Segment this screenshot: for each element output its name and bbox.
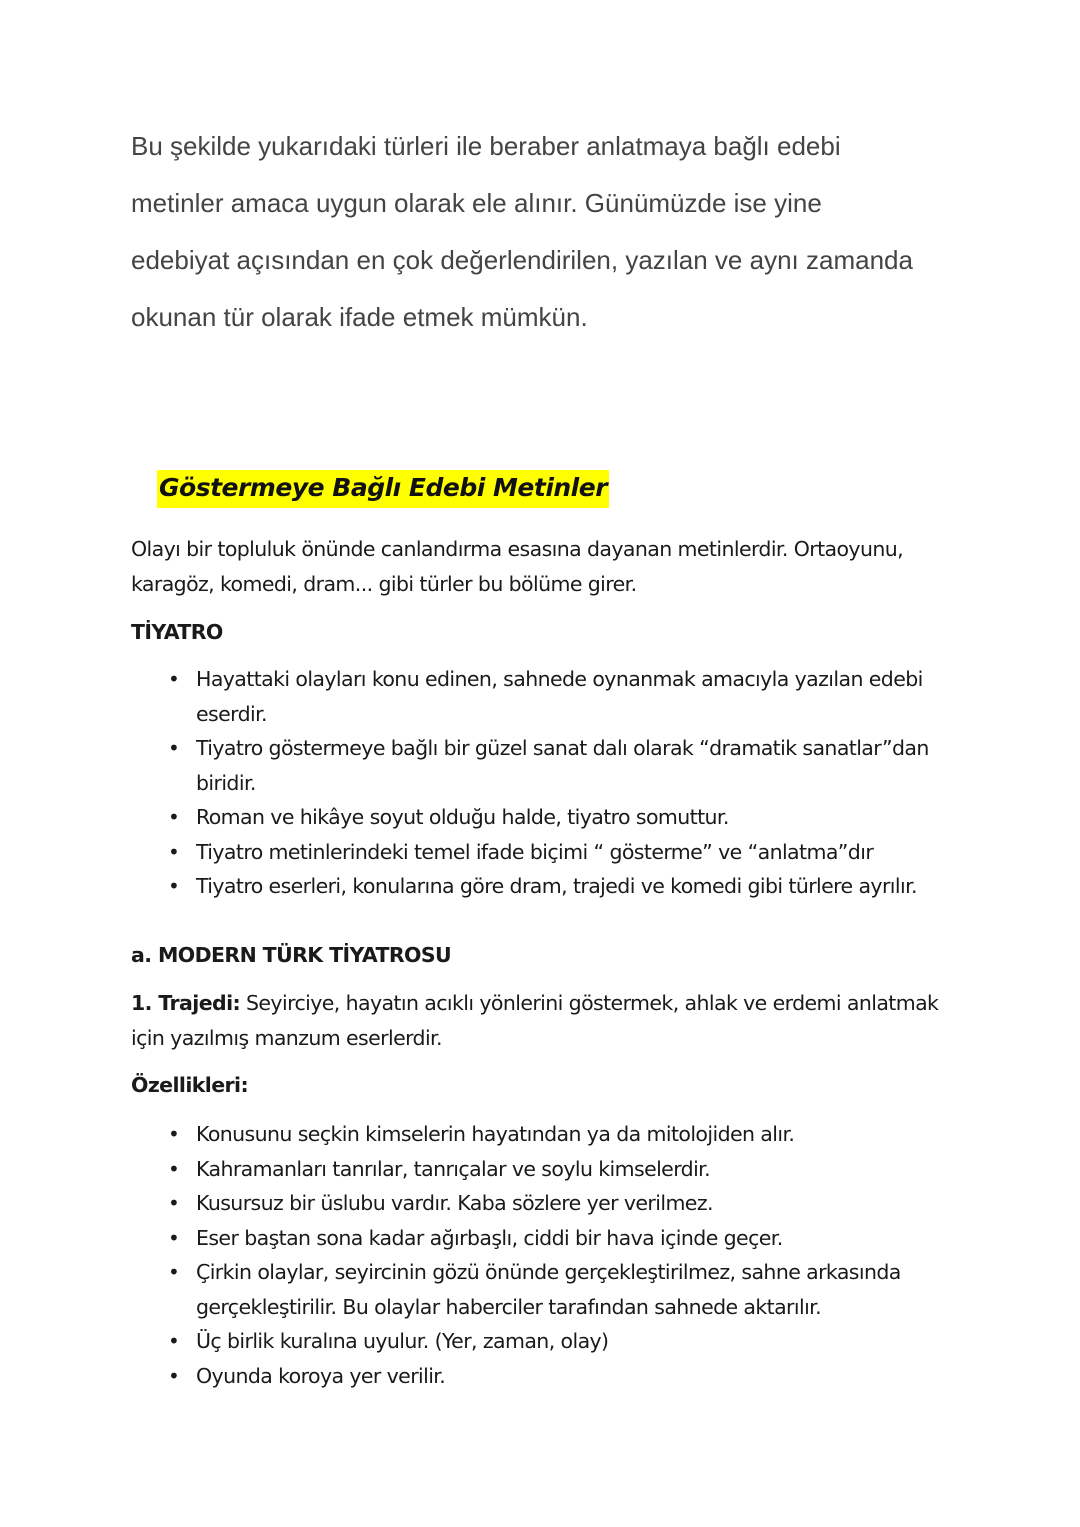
list-item-text: Tiyatro göstermeye bağlı bir güzel sanat dalı olarak “dramatik sanatlar”dan biridir. [196, 736, 929, 795]
list-item [131, 800, 961, 835]
list-item-text: Çirkin olaylar, seyircinin gözü önünde gerçekleştirilmez, sahne arkasında gerçekleştirilir. Bu olaylar haberciler tarafından sahnede aktarılır. [196, 1260, 901, 1319]
list-item [131, 1324, 961, 1359]
bullet-icon: • [168, 736, 180, 760]
modern-turk-tiyatrosu-heading: a. MODERN TÜRK TİYATROSU [131, 943, 452, 967]
list-item [131, 869, 961, 904]
tiyatro-heading: TİYATRO [131, 620, 223, 644]
intro-line: metinler amaca uygun olarak ele alınır. Günümüzde ise yine [131, 188, 822, 218]
trajedi-paragraph [131, 986, 961, 1055]
list-item [131, 835, 961, 870]
list-item-text: Tiyatro metinlerindeki temel ifade biçimi “ gösterme” ve “anlatma”dır [196, 839, 874, 864]
intro-paragraph [131, 118, 981, 346]
bullet-icon: • [168, 874, 180, 898]
features-bullet-list [131, 1117, 961, 1393]
list-item [131, 1152, 961, 1187]
list-item-text: Tiyatro eserleri, konularına göre dram, trajedi ve komedi gibi türlere ayrılır. [196, 874, 917, 898]
intro-line: Bu şekilde yukarıdaki türleri ile beraber anlatmaya bağlı edebi [131, 131, 841, 161]
section-description: Olayı bir topluluk önünde canlandırma esasına dayanan metinlerdir. Ortaoyunu, karagöz, komedi, dram... gibi türler bu bölüme girer. [131, 537, 904, 596]
list-item-text: Kusursuz bir üslubu vardır. Kaba sözlere yer verilmez. [196, 1191, 713, 1215]
trajedi-label: 1. Trajedi: [131, 991, 241, 1015]
list-item [131, 662, 961, 731]
list-item-text: Üç birlik kuralına uyulur. (Yer, zaman, olay) [196, 1329, 609, 1353]
bullet-icon: • [168, 1156, 180, 1181]
bullet-icon: • [168, 1329, 180, 1353]
list-item [131, 731, 961, 800]
list-item-text: Oyunda koroya yer verilir. [196, 1363, 446, 1388]
bullet-icon: • [168, 805, 180, 829]
bullet-icon: • [168, 1363, 180, 1388]
list-item [131, 1255, 961, 1324]
bullet-icon: • [168, 667, 180, 691]
bullet-icon: • [168, 1225, 180, 1250]
list-item-text: Konusunu seçkin kimselerin hayatından ya da mitolojiden alır. [196, 1122, 795, 1146]
list-item [131, 1221, 961, 1256]
intro-line: edebiyat açısından en çok değerlendirilen, yazılan ve aynı zamanda [131, 245, 913, 275]
features-heading: Özellikleri: [131, 1073, 249, 1097]
bullet-icon: • [168, 839, 180, 864]
list-item-text: Roman ve hikâye soyut olduğu halde, tiyatro somuttur. [196, 805, 729, 829]
tiyatro-bullet-list [131, 662, 961, 904]
list-item [131, 1117, 961, 1152]
list-item-text: Eser baştan sona kadar ağırbaşlı, ciddi bir hava içinde geçer. [196, 1225, 783, 1250]
list-item [131, 1359, 961, 1394]
trajedi-text: Seyirciye, hayatın acıklı yönlerini göstermek, ahlak ve erdemi anlatmak için yazılmış manzum eserlerdir. [131, 991, 939, 1050]
list-item [131, 1186, 961, 1221]
bullet-icon: • [168, 1122, 180, 1146]
bullet-icon: • [168, 1260, 180, 1284]
intro-line: okunan tür olarak ifade etmek mümkün. [131, 302, 588, 332]
list-item-text: Kahramanları tanrılar, tanrıçalar ve soylu kimselerdir. [196, 1156, 711, 1181]
list-item-text: Hayattaki olayları konu edinen, sahnede oynanmak amacıyla yazılan edebi eserdir. [196, 667, 923, 726]
section-title: Göstermeye Bağlı Edebi Metinler [157, 470, 609, 508]
bullet-icon: • [168, 1191, 180, 1215]
